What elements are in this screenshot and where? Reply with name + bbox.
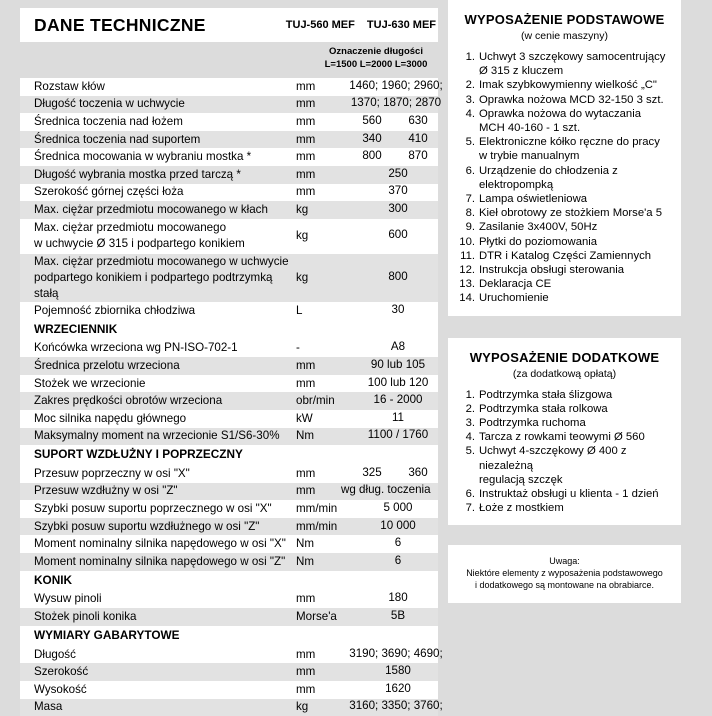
table-row	[20, 131, 438, 149]
row-value: 800	[388, 269, 408, 283]
note-line-2: i dodatkowego są montowane na obrabiarce.	[474, 580, 655, 591]
row-value: 100 lub 120	[367, 375, 429, 389]
list-item-label: Płytki do poziomowania	[479, 235, 598, 248]
list-item	[454, 220, 675, 234]
equipment-spacer	[448, 316, 681, 338]
additional-equipment-title: WYPOSAŻENIE DODATKOWE	[469, 349, 660, 365]
row-value-model-2: 360	[408, 465, 428, 479]
row-values	[348, 393, 438, 409]
list-item-number: 9.	[465, 221, 475, 234]
table-row	[20, 410, 438, 428]
table-row	[20, 518, 438, 536]
list-item-number: 6.	[465, 488, 475, 501]
row-label: Szerokość	[34, 665, 89, 679]
row-unit: kW	[296, 411, 313, 425]
table-row	[20, 184, 438, 202]
row-unit: mm	[296, 484, 316, 498]
list-item-number: 5.	[465, 136, 475, 149]
table-row	[20, 254, 438, 302]
row-unit: mm/min	[296, 502, 338, 516]
row-label: Średnica toczenia nad suportem	[34, 132, 201, 146]
row-values	[348, 202, 438, 218]
row-value: 30	[391, 302, 405, 316]
row-label: Max. ciężar przedmiotu mocowanego w uchwycie Ø 315 i podpartego konikiem	[34, 221, 245, 251]
list-item	[454, 444, 675, 487]
table-section-header: KONIK	[20, 571, 438, 591]
list-item	[454, 277, 675, 291]
row-unit: mm/min	[296, 519, 338, 533]
row-values	[348, 609, 438, 625]
row-values	[348, 184, 438, 200]
list-item-label: Uchwyt 4-szczękowy Ø 400 z niezależną regulacją szczęk	[479, 444, 675, 487]
row-value: 370	[388, 184, 408, 198]
table-row	[20, 500, 438, 518]
basic-equipment-title: WYPOSAŻENIE PODSTAWOWE	[464, 12, 665, 27]
table-row	[20, 483, 438, 501]
row-value: 3160; 3350; 3760;	[349, 699, 443, 713]
row-label: Maksymalny moment na wrzecionie S1/S6-30%	[34, 429, 280, 443]
row-value: 11	[391, 410, 405, 424]
table-row	[20, 340, 438, 358]
list-item-number: 5.	[465, 445, 475, 458]
table-row	[20, 357, 438, 375]
row-label: Przesuw poprzeczny w osi "X"	[34, 466, 190, 480]
list-item-number: 12.	[459, 264, 475, 277]
table-row	[20, 113, 438, 131]
list-item	[454, 430, 675, 444]
row-unit: mm	[296, 114, 316, 128]
list-item-number: 7.	[465, 193, 475, 206]
row-value: 1460; 1960; 2960;	[349, 78, 443, 92]
table-row	[20, 375, 438, 393]
row-values	[348, 554, 438, 570]
row-value: 1620	[385, 681, 411, 695]
row-label: Stożek pinoli konika	[34, 610, 137, 624]
length-designation-caption: Oznaczenie długości	[329, 46, 423, 57]
note-spacer	[448, 525, 681, 545]
row-unit: mm	[296, 167, 316, 181]
list-item-label: Tarcza z rowkami teowymi Ø 560	[479, 431, 645, 444]
row-label: Max. ciężar przedmiotu mocowanego w uchwycie podpartego konikiem i podpartego podtrzymką stałą	[34, 254, 289, 300]
row-label: Długość toczenia w uchwycie	[34, 97, 185, 111]
note-line-1: Niektóre elementy z wyposażenia podstawowego	[466, 568, 663, 579]
list-item	[454, 235, 675, 249]
technical-data-header	[20, 8, 438, 42]
row-unit: Nm	[296, 554, 315, 568]
list-item-number: 8.	[465, 207, 475, 220]
row-label: Długość wybrania mostka przed tarczą *	[34, 167, 241, 181]
row-unit: mm	[296, 592, 316, 606]
model-name-2: TUJ-630 MEF	[366, 19, 436, 31]
row-unit: mm	[296, 466, 316, 480]
row-values	[348, 591, 438, 607]
table-row	[20, 166, 438, 184]
list-item-number: 3.	[465, 417, 475, 430]
row-unit: Nm	[296, 429, 315, 443]
list-item-label: Podtrzymka ruchoma	[479, 417, 586, 430]
list-item	[454, 107, 675, 135]
row-values	[348, 96, 442, 112]
row-values	[348, 228, 438, 244]
row-unit: -	[296, 341, 300, 355]
row-values	[348, 358, 438, 374]
row-value: 10 000	[380, 518, 416, 532]
row-label: Max. ciężar przedmiotu mocowanego w kłach	[34, 202, 268, 216]
row-value: 16 - 2000	[373, 393, 423, 407]
row-values	[348, 376, 438, 392]
row-values	[348, 149, 438, 165]
row-values	[348, 303, 438, 319]
list-item-number: 10.	[459, 235, 475, 248]
row-value-model-2: 870	[408, 149, 428, 163]
table-row	[20, 608, 438, 626]
list-item-number: 1.	[465, 388, 475, 401]
list-item-continuation: regulacją szczęk	[479, 473, 563, 486]
additional-equipment-list	[454, 388, 675, 516]
row-value-model-1: 560	[362, 113, 382, 127]
row-unit: mm	[296, 647, 316, 661]
row-unit: kg	[296, 229, 309, 243]
list-item	[454, 135, 675, 163]
list-item-number: 13.	[459, 278, 475, 291]
list-item-label: Deklaracja CE	[479, 278, 552, 291]
row-label: Szerokość górnej części łoża	[34, 185, 184, 199]
list-item-label: Uruchomienie	[479, 292, 549, 305]
row-value: 180	[388, 591, 408, 605]
list-item	[454, 93, 675, 107]
row-values	[348, 340, 438, 356]
row-values	[348, 501, 438, 517]
row-label: Pojemność zbiornika chłodziwa	[34, 303, 196, 317]
row-value: 5B	[390, 609, 406, 623]
list-item-label: Elektroniczne kółko ręczne do pracy w trybie manualnym	[479, 135, 675, 163]
row-label: Średnica przelotu wrzeciona	[34, 358, 180, 372]
row-value: 6	[394, 553, 402, 567]
row-values	[348, 699, 443, 715]
list-item-number: 4.	[465, 431, 475, 444]
list-item-label: DTR i Katalog Części Zamiennych	[479, 249, 652, 262]
row-unit: mm	[296, 97, 316, 111]
row-unit: kg	[296, 270, 309, 284]
basic-equipment-list	[454, 50, 675, 306]
table-row	[20, 78, 443, 96]
row-value: 1100 / 1760	[367, 428, 429, 442]
list-item	[454, 501, 675, 515]
row-label: Szybki posuw suportu wzdłużnego w osi "Z"	[34, 519, 260, 533]
row-label: Wysokość	[34, 682, 87, 696]
row-values	[341, 483, 438, 499]
row-unit: mm	[296, 376, 316, 390]
row-unit: mm	[296, 132, 316, 146]
row-values	[348, 428, 438, 444]
row-label: Moment nominalny silnika napędowego w osi "Z"	[34, 554, 286, 568]
row-value: 90 lub 105	[370, 357, 426, 371]
row-value-model-1: 800	[362, 149, 382, 163]
table-row	[20, 392, 438, 410]
row-values	[348, 78, 443, 95]
list-item	[454, 78, 675, 92]
row-unit: mm	[296, 665, 316, 679]
table-row	[20, 148, 438, 166]
row-label: Moc silnika napędu głównego	[34, 411, 187, 425]
row-unit: Nm	[296, 537, 315, 551]
row-unit: kg	[296, 202, 309, 216]
list-item-number: 7.	[465, 502, 475, 515]
list-item-label: Uchwyt 3 szczękowy samocentrujący Ø 315 z kluczem	[479, 50, 675, 78]
list-item-number: 6.	[465, 164, 475, 177]
row-unit: kg	[296, 700, 309, 714]
list-item-label: Lampa oświetleniowa	[479, 193, 588, 206]
table-row	[20, 699, 443, 716]
row-unit: mm	[296, 358, 316, 372]
row-value: 600	[388, 228, 408, 242]
list-item	[454, 263, 675, 277]
row-value: 1580	[385, 664, 411, 678]
row-value-model-1: 325	[362, 465, 382, 479]
list-item-label: Instrukcja obsługi sterowania	[479, 264, 625, 277]
list-item-number: 2.	[465, 79, 475, 92]
row-label: Moment nominalny silnika napędowego w osi "X"	[34, 537, 286, 551]
row-value: 250	[388, 166, 408, 180]
table-row	[20, 591, 438, 609]
row-values	[348, 411, 438, 427]
row-label: Stożek we wrzecionie	[34, 376, 146, 390]
row-label: Średnica mocowania w wybraniu mostka *	[34, 150, 252, 164]
row-value: 3190; 3690; 4690;	[349, 646, 443, 660]
row-unit: mm	[296, 185, 316, 199]
technical-data-panel	[20, 0, 443, 714]
row-value-model-2: 630	[408, 113, 428, 127]
row-value-model-1: 340	[362, 131, 382, 145]
row-values	[348, 664, 438, 680]
note-title: Uwaga:	[549, 556, 580, 567]
table-row	[20, 646, 443, 664]
row-label: Zakres prędkości obrotów wrzeciona	[34, 394, 223, 408]
list-item-continuation: Ø 315 z kluczem	[479, 65, 564, 78]
row-unit: mm	[296, 682, 316, 696]
page-title: DANE TECHNICZNE	[34, 15, 206, 35]
list-item	[454, 487, 675, 501]
row-label: Szybki posuw suportu poprzecznego w osi "X"	[34, 502, 272, 516]
list-item-continuation: MCH 40-160 - 1 szt.	[479, 122, 581, 135]
list-item	[454, 249, 675, 263]
list-item	[454, 291, 675, 305]
row-value: 300	[388, 201, 408, 215]
row-value: 6	[394, 536, 402, 550]
additional-equipment-subtitle: (za dodatkową opłatą)	[512, 367, 617, 380]
length-designation-variants: L=1500 L=2000 L=3000	[324, 58, 428, 70]
list-item	[454, 388, 675, 402]
row-unit: L	[296, 303, 303, 317]
list-item	[454, 416, 675, 430]
row-unit: mm	[296, 150, 316, 164]
list-item-label: Łoże z mostkiem	[479, 502, 564, 515]
table-row	[20, 465, 438, 483]
equipment-column	[448, 0, 681, 603]
length-designation-header	[20, 42, 438, 78]
table-row	[20, 681, 438, 699]
row-label: Średnica toczenia nad łożem	[34, 114, 183, 128]
table-section-header: SUPORT WZDŁUŻNY I POPRZECZNY	[20, 445, 438, 465]
row-values	[348, 466, 438, 482]
list-item-number: 4.	[465, 107, 475, 120]
list-item-number: 11.	[460, 249, 475, 262]
row-label: Rozstaw kłów	[34, 79, 105, 93]
basic-equipment-subtitle: (w cenie maszyny)	[521, 30, 608, 42]
row-unit: mm	[296, 79, 316, 93]
table-row	[20, 96, 442, 114]
row-values	[348, 646, 443, 663]
row-value: 1370; 1870; 2870	[350, 96, 442, 110]
row-value: 5 000	[383, 501, 413, 515]
model-name-1: TUJ-560 MEF	[285, 19, 355, 31]
list-item-label: Zasilanie 3x400V, 50Hz	[479, 221, 598, 234]
row-unit: obr/min	[296, 394, 335, 408]
list-item	[454, 192, 675, 206]
row-unit: Morse'a	[296, 610, 337, 624]
specification-table	[20, 78, 443, 716]
row-label: Wysuw pinoli	[34, 592, 102, 606]
list-item	[454, 164, 675, 192]
row-values	[348, 536, 438, 552]
row-value: A8	[390, 340, 406, 354]
model-designations	[277, 19, 436, 31]
list-item-label: Kieł obrotowy ze stożkiem Morse'a 5	[479, 207, 662, 220]
list-item	[454, 50, 675, 78]
row-label: Przesuw wzdłużny w osi "Z"	[34, 484, 178, 498]
row-values	[348, 132, 438, 148]
list-item	[454, 206, 675, 220]
list-item-number: 14.	[459, 292, 475, 305]
list-item-label: Oprawka nożowa do wytaczania MCH 40-160 - 1 szt.	[479, 107, 675, 135]
table-row	[20, 663, 438, 681]
list-item	[454, 402, 675, 416]
table-row	[20, 302, 438, 320]
row-values	[348, 519, 438, 535]
row-value: wg dług. toczenia	[341, 483, 431, 497]
table-row	[20, 553, 438, 571]
table-section-header: WRZECIENNIK	[20, 320, 438, 340]
list-item-label: Podtrzymka stała ślizgowa	[479, 388, 613, 401]
table-row	[20, 201, 438, 219]
row-values	[348, 270, 438, 286]
list-item-number: 1.	[465, 51, 475, 63]
table-section-header: WYMIARY GABARYTOWE	[20, 626, 438, 646]
list-item-number: 2.	[465, 402, 475, 415]
row-values	[348, 167, 438, 183]
table-row	[20, 219, 438, 254]
row-values	[348, 682, 438, 698]
list-item-continuation: w trybie manualnym	[479, 150, 580, 163]
list-item-label: Oprawka nożowa MCD 32-150 3 szt.	[479, 93, 664, 106]
table-row	[20, 535, 438, 553]
row-label: Końcówka wrzeciona wg PN-ISO-702-1	[34, 341, 238, 355]
row-label: Masa	[34, 700, 63, 714]
additional-equipment-block	[448, 338, 681, 526]
list-item-label: Urządzenie do chłodzenia z elektropompką	[479, 164, 618, 191]
list-item-label: Instruktaż obsługi u klienta - 1 dzień	[479, 488, 659, 501]
list-item-label: Imak szybkowymienny wielkość „C"	[479, 79, 657, 92]
note-block	[448, 545, 681, 603]
basic-equipment-block	[448, 0, 681, 316]
table-row	[20, 428, 438, 446]
row-label: Długość	[34, 647, 76, 661]
list-item-number: 3.	[465, 93, 475, 106]
row-values	[348, 114, 438, 130]
list-item-label: Podtrzymka stała rolkowa	[479, 402, 608, 415]
row-value-model-2: 410	[408, 131, 428, 145]
